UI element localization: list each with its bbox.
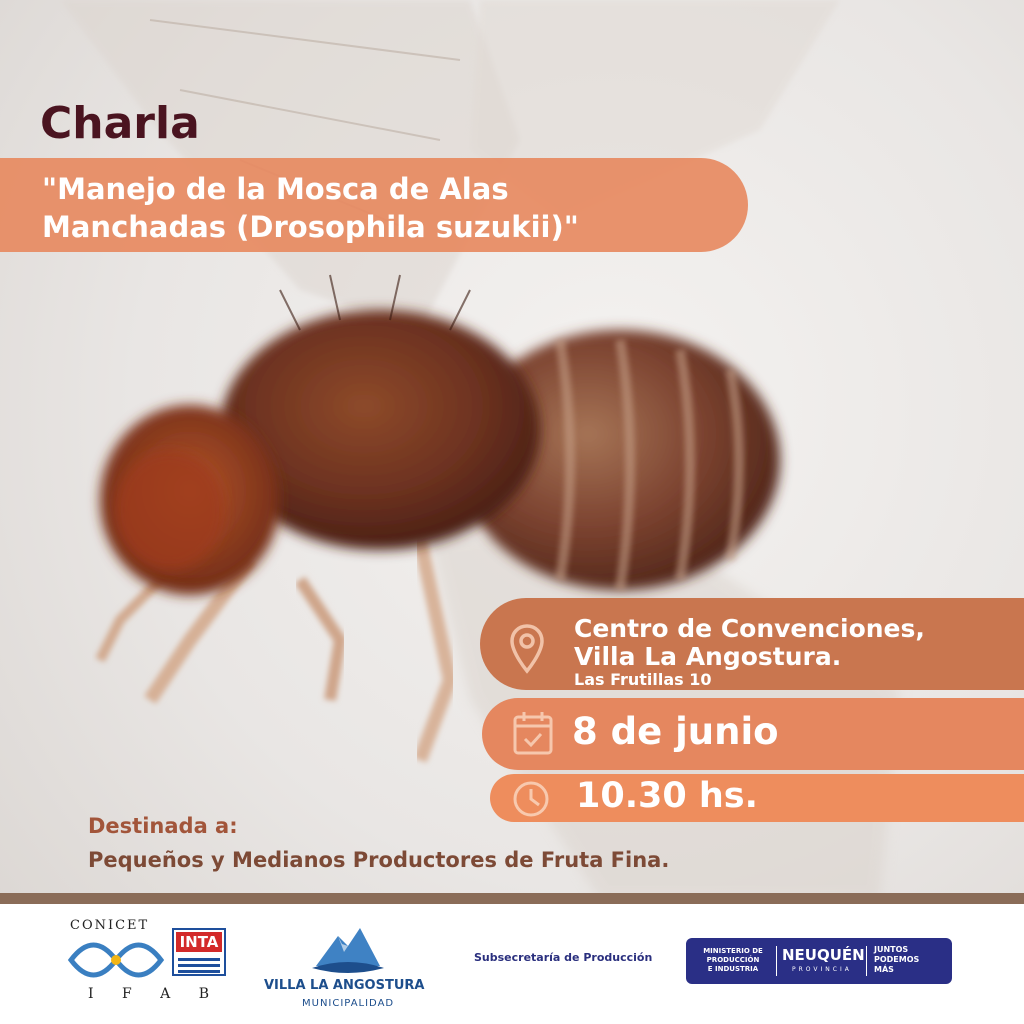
neuquen-badge	[686, 938, 952, 984]
slogan-line-2: PODEMOS	[874, 955, 920, 964]
inta-logo	[172, 928, 226, 976]
location-venue: Centro de Convenciones,	[574, 614, 925, 643]
neuquen-name: NEUQUÉN	[782, 946, 865, 964]
slogan-line-3: MÁS	[874, 965, 894, 974]
ministerio-line-1: MINISTERIO DE	[703, 947, 763, 955]
slogan-line-1: JUNTOS	[874, 945, 909, 954]
clock-icon	[512, 780, 550, 818]
event-date: 8 de junio	[572, 710, 779, 753]
event-time: 10.30 hs.	[576, 776, 758, 816]
talk-subtitle-banner	[0, 158, 748, 252]
time-banner	[490, 774, 1024, 822]
location-city: Villa La Angostura.	[574, 642, 842, 671]
audience-label: Destinada a:	[88, 814, 238, 838]
neuquen-slogan	[874, 945, 919, 975]
villa-la-angostura-logo-icon	[308, 922, 388, 974]
subsecretaria-label: Subsecretaría de Producción	[474, 951, 653, 964]
inta-stripes	[178, 958, 220, 976]
ifab-label: I F A B	[88, 986, 221, 1002]
conicet-label: CONICET	[70, 918, 150, 933]
inta-label: INTA	[176, 932, 222, 952]
location-address: Las Frutillas 10	[574, 670, 712, 689]
footer-divider	[0, 893, 1024, 904]
ministerio-line-2: PRODUCCIÓN	[706, 956, 760, 964]
neuquen-provincia: PROVINCIA	[792, 966, 852, 973]
location-pin-icon	[510, 624, 544, 674]
location-banner	[480, 598, 1024, 690]
ministerio-line-3: E INDUSTRIA	[707, 965, 759, 973]
badge-separator	[776, 946, 777, 976]
villa-la-angostura-name: VILLA LA ANGOSTURA	[264, 978, 425, 993]
conicet-logo-icon	[66, 940, 166, 980]
audience-text: Pequeños y Medianos Productores de Fruta Fina.	[88, 848, 670, 872]
talk-title: Charla	[40, 98, 200, 149]
footer-logos	[0, 904, 1024, 1024]
villa-la-angostura-subtitle: MUNICIPALIDAD	[302, 998, 395, 1009]
talk-subtitle-line-2: Manchadas (Drosophila suzukii)"	[42, 210, 579, 244]
talk-subtitle-line-1: "Manejo de la Mosca de Alas	[42, 172, 509, 206]
badge-separator	[866, 946, 867, 976]
calendar-check-icon	[512, 710, 554, 756]
ministerio-label	[696, 947, 770, 974]
date-banner	[482, 698, 1024, 770]
